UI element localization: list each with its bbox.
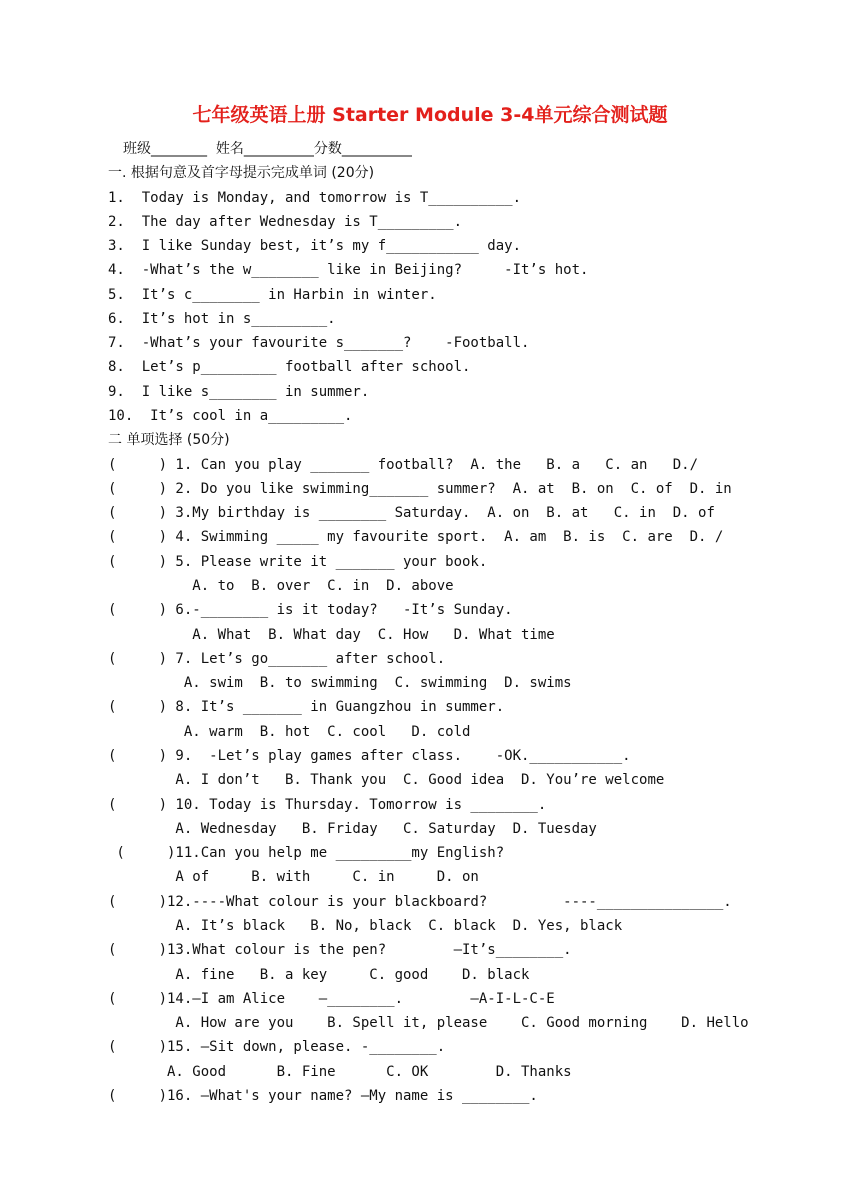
fill-item: 9. I like s________ in summer. xyxy=(108,384,370,400)
choice-options: A. It’s black B. No, black C. black D. Yes, black xyxy=(108,918,623,934)
choice-options: A. Wednesday B. Friday C. Saturday D. Tuesday xyxy=(108,821,597,837)
choice-options: A. How are you B. Spell it, please C. Good morning D. Hello xyxy=(108,1015,749,1031)
choice-question: ( ) 10. Today is Thursday. Tomorrow is ________. xyxy=(108,797,547,813)
choice-question: ( )16. —What's your name? —My name is ________. xyxy=(108,1088,538,1104)
choice-question: ( ) 8. It’s _______ in Guangzhou in summer. xyxy=(108,699,505,715)
choice-options: A. What B. What day C. How D. What time xyxy=(108,627,555,643)
fill-item: 4. -What’s the w________ like in Beijing? -It’s hot. xyxy=(108,262,589,278)
choice-options: A of B. with C. in D. on xyxy=(108,869,479,885)
choice-question: ( ) 3.My birthday is ________ Saturday. A. on B. at C. in D. of xyxy=(108,505,715,521)
choice-question: ( ) 9. -Let’s play games after class. -OK.___________. xyxy=(108,748,631,764)
student-info-line: 班级________ 姓名__________分数__________ xyxy=(123,141,412,157)
choice-question: ( ) 1. Can you play _______ football? A. the B. a C. an D./ xyxy=(108,457,699,473)
choice-question: ( )11.Can you help me _________my English? xyxy=(108,845,505,861)
choice-question: ( )14.—I am Alice —________. —A-I-L-C-E xyxy=(108,991,555,1007)
choice-question: ( ) 2. Do you like swimming_______ summer? A. at B. on C. of D. in xyxy=(108,481,732,497)
fill-item: 2. The day after Wednesday is T_________. xyxy=(108,214,463,230)
choice-options: A. warm B. hot C. cool D. cold xyxy=(108,724,471,740)
choice-question: ( )13.What colour is the pen? —It’s________. xyxy=(108,942,572,958)
choice-options: A. to B. over C. in D. above xyxy=(108,578,454,594)
choice-options: A. fine B. a key C. good D. black xyxy=(108,967,530,983)
page-title: 七年级英语上册 Starter Module 3-4单元综合测试题 xyxy=(192,104,668,126)
choice-question: ( ) 7. Let’s go_______ after school. xyxy=(108,651,446,667)
choice-question: ( ) 4. Swimming _____ my favourite sport. A. am B. is C. are D. / xyxy=(108,529,724,545)
fill-item: 1. Today is Monday, and tomorrow is T__________. xyxy=(108,190,522,206)
choice-options: A. I don’t B. Thank you C. Good idea D. You’re welcome xyxy=(108,772,665,788)
fill-item: 10. It’s cool in a_________. xyxy=(108,408,353,424)
choice-question: ( ) 5. Please write it _______ your book. xyxy=(108,554,488,570)
section1-heading: 一. 根据句意及首字母提示完成单词 (20分) xyxy=(108,165,375,181)
choice-options: A. swim B. to swimming C. swimming D. swims xyxy=(108,675,572,691)
fill-item: 7. -What’s your favourite s_______? -Football. xyxy=(108,335,530,351)
choice-question: ( ) 6.-________ is it today? -It’s Sunday. xyxy=(108,602,513,618)
fill-item: 8. Let’s p_________ football after school. xyxy=(108,359,471,375)
section2-heading: 二 单项选择 (50分) xyxy=(108,432,230,448)
fill-item: 3. I like Sunday best, it’s my f___________ day. xyxy=(108,238,522,254)
choice-options: A. Good B. Fine C. OK D. Thanks xyxy=(108,1064,572,1080)
fill-item: 6. It’s hot in s_________. xyxy=(108,311,336,327)
fill-item: 5. It’s c________ in Harbin in winter. xyxy=(108,287,437,303)
choice-question: ( )15. —Sit down, please. -________. xyxy=(108,1039,446,1055)
choice-question: ( )12.----What colour is your blackboard? ----_______________. xyxy=(108,894,732,910)
